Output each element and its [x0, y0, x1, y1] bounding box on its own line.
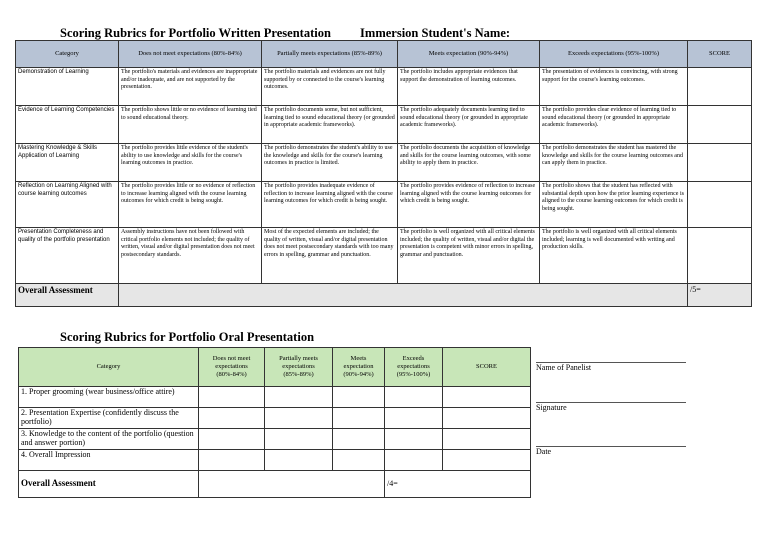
oral-criterion: 1. Proper grooming (wear business/office attire)	[19, 387, 199, 408]
cell-blank[interactable]	[385, 387, 443, 408]
cell-does-not-meet: Assembly instructions have not been followed with critical portfolio elements not included; the quality of written, visual and/or digital presentation does not meet postsecondary standards.	[119, 228, 262, 284]
cell-does-not-meet: The portfolio's materials and evidences are inappropriate and/or inadequate, and are not supported by the presentation.	[119, 68, 262, 106]
oral-rubric-title: Scoring Rubrics for Portfolio Oral Presentation	[60, 330, 315, 344]
cell-blank[interactable]	[385, 429, 443, 450]
cell-meets: The portfolio is well organized with all critical elements included; the quality of written, visual and/or digital the presentation is competent with minor errors in spelling, grammar and punctuation.	[398, 228, 540, 284]
row-category: Presentation Completeness and quality of the portfolio presentation	[16, 228, 119, 284]
table-row	[16, 68, 752, 106]
signature-label: Signature	[536, 403, 567, 412]
overall-score[interactable]: /4=	[385, 471, 531, 498]
cell-score[interactable]	[688, 68, 752, 106]
signature-block[interactable]	[536, 402, 686, 412]
cell-does-not-meet: The portfolio shows little or no evidence of learning tied to sound educational theory.	[119, 106, 262, 144]
oral-header-row	[19, 348, 531, 387]
table-row	[16, 144, 752, 182]
cell-blank[interactable]	[199, 450, 265, 471]
cell-blank[interactable]	[333, 387, 385, 408]
cell-score[interactable]	[443, 408, 531, 429]
header-meets: Meets expectation (90%-94%)	[398, 41, 540, 68]
written-header-row	[16, 41, 752, 68]
overall-score[interactable]: /5=	[688, 284, 752, 307]
header-partially-meets: Partially meets expectations (85%-89%)	[262, 41, 398, 68]
cell-blank[interactable]	[199, 387, 265, 408]
cell-blank[interactable]	[199, 408, 265, 429]
cell-partially-meets: The portfolio materials and evidences are not fully supported by or connected to the course's learning outcomes.	[262, 68, 398, 106]
cell-score[interactable]	[443, 429, 531, 450]
oral-criterion: 2. Presentation Expertise (confidently discuss the portfolio)	[19, 408, 199, 429]
cell-exceeds: The portfolio provides clear evidence of learning tied to sound educational theory (or grounded in appropriate academic frameworks).	[540, 106, 688, 144]
date-label: Date	[536, 447, 552, 456]
cell-blank[interactable]	[265, 408, 333, 429]
cell-meets: The portfolio adequately documents learning tied to sound educational theory (or grounded in appropriate academic frameworks).	[398, 106, 540, 144]
cell-does-not-meet: The portfolio provides little evidence of the student's ability to use knowledge and skills for the course's learning outcomes in practice.	[119, 144, 262, 182]
cell-exceeds: The portfolio demonstrates the student has mastered the knowledge and skills for the course learning outcomes and can apply them in practice.	[540, 144, 688, 182]
cell-score[interactable]	[688, 144, 752, 182]
cell-score[interactable]	[443, 450, 531, 471]
written-rubric-title	[60, 26, 510, 41]
oral-criterion: 3. Knowledge to the content of the portfolio (question and answer portion)	[19, 429, 199, 450]
header-meets: Meets expectation (90%-94%)	[333, 348, 385, 387]
table-row	[19, 450, 531, 471]
row-category: Mastering Knowledge & Skills Application of Learning	[16, 144, 119, 182]
cell-does-not-meet: The portfolio provides little or no evidence of reflection to increase learning aligned with the course learning outcomes for which credit is being sought.	[119, 182, 262, 228]
panelist-name-label: Name of Panelist	[536, 363, 592, 372]
cell-blank[interactable]	[385, 408, 443, 429]
cell-blank[interactable]	[265, 387, 333, 408]
header-does-not-meet: Does not meet expectations (80%-84%)	[119, 41, 262, 68]
header-partially-meets: Partially meets expectations (85%-89%)	[265, 348, 333, 387]
header-exceeds: Exceeds expectations (95%-100%)	[385, 348, 443, 387]
header-category: Category	[16, 41, 119, 68]
cell-score[interactable]	[688, 106, 752, 144]
table-row	[19, 429, 531, 450]
overall-row	[16, 284, 752, 307]
table-row	[19, 408, 531, 429]
table-row	[16, 182, 752, 228]
cell-meets: The portfolio provides evidence of reflection to increase learning aligned with the course learning outcomes for which credit is being sought.	[398, 182, 540, 228]
oral-rubric-table	[18, 347, 531, 498]
written-rubric-table	[15, 40, 752, 307]
row-category: Evidence of Learning Competencies	[16, 106, 119, 144]
header-score: SCORE	[443, 348, 531, 387]
oral-criterion: 4. Overall Impression	[19, 450, 199, 471]
cell-meets: The portfolio documents the acquisition of knowledge and skills for the course learning outcomes, with some ability to apply them in practice.	[398, 144, 540, 182]
overall-blank	[119, 284, 688, 307]
header-exceeds: Exceeds expectations (95%-100%)	[540, 41, 688, 68]
table-row	[19, 387, 531, 408]
cell-partially-meets: The portfolio demonstrates the student's ability to use the knowledge and skills for the course's learning outcomes in practice is limited.	[262, 144, 398, 182]
overall-row	[19, 471, 531, 498]
student-name-label: Immersion Student's Name:	[360, 26, 511, 40]
cell-exceeds: The portfolio is well organized with all critical elements included; learning is well documented with writing and production skills.	[540, 228, 688, 284]
cell-exceeds: The portfolio shows that the student has reflected with substantial depth upon how the prior learning experience is aligned to the course learning outcomes for which credit is being sought.	[540, 182, 688, 228]
cell-blank[interactable]	[265, 450, 333, 471]
table-row	[16, 228, 752, 284]
cell-partially-meets: The portfolio provides inadequate evidence of reflection to increase learning aligned with the course learning outcomes for which credit is being sought.	[262, 182, 398, 228]
cell-score[interactable]	[443, 387, 531, 408]
cell-partially-meets: The portfolio documents some, but not sufficient, learning tied to sound educational theory (or grounded in appropriate academic frameworks).	[262, 106, 398, 144]
cell-blank[interactable]	[385, 450, 443, 471]
cell-meets: The portfolio includes appropriate evidences that support the demonstration of learning outcomes.	[398, 68, 540, 106]
cell-blank[interactable]	[333, 450, 385, 471]
cell-blank[interactable]	[199, 429, 265, 450]
panelist-name-block[interactable]	[536, 362, 686, 372]
cell-blank[interactable]	[333, 429, 385, 450]
row-category: Demonstration of Learning	[16, 68, 119, 106]
cell-exceeds: The presentation of evidences is convincing, with strong support for the course's learning outcomes.	[540, 68, 688, 106]
cell-score[interactable]	[688, 182, 752, 228]
overall-label: Overall Assessment	[19, 471, 199, 498]
cell-blank[interactable]	[265, 429, 333, 450]
header-score: SCORE	[688, 41, 752, 68]
cell-score[interactable]	[688, 228, 752, 284]
overall-blank	[199, 471, 385, 498]
written-title-text: Scoring Rubrics for Portfolio Written Presentation	[60, 26, 331, 40]
date-block[interactable]	[536, 446, 686, 456]
header-does-not-meet: Does not meet expectations (80%-84%)	[199, 348, 265, 387]
header-category: Category	[19, 348, 199, 387]
cell-partially-meets: Most of the expected elements are included; the quality of written, visual and/or digital presentation does not meet postsecondary standards with too many errors in spelling, grammar and punctuation.	[262, 228, 398, 284]
table-row	[16, 106, 752, 144]
row-category: Reflection on Learning Aligned with course learning outcomes	[16, 182, 119, 228]
overall-label: Overall Assessment	[16, 284, 119, 307]
cell-blank[interactable]	[333, 408, 385, 429]
